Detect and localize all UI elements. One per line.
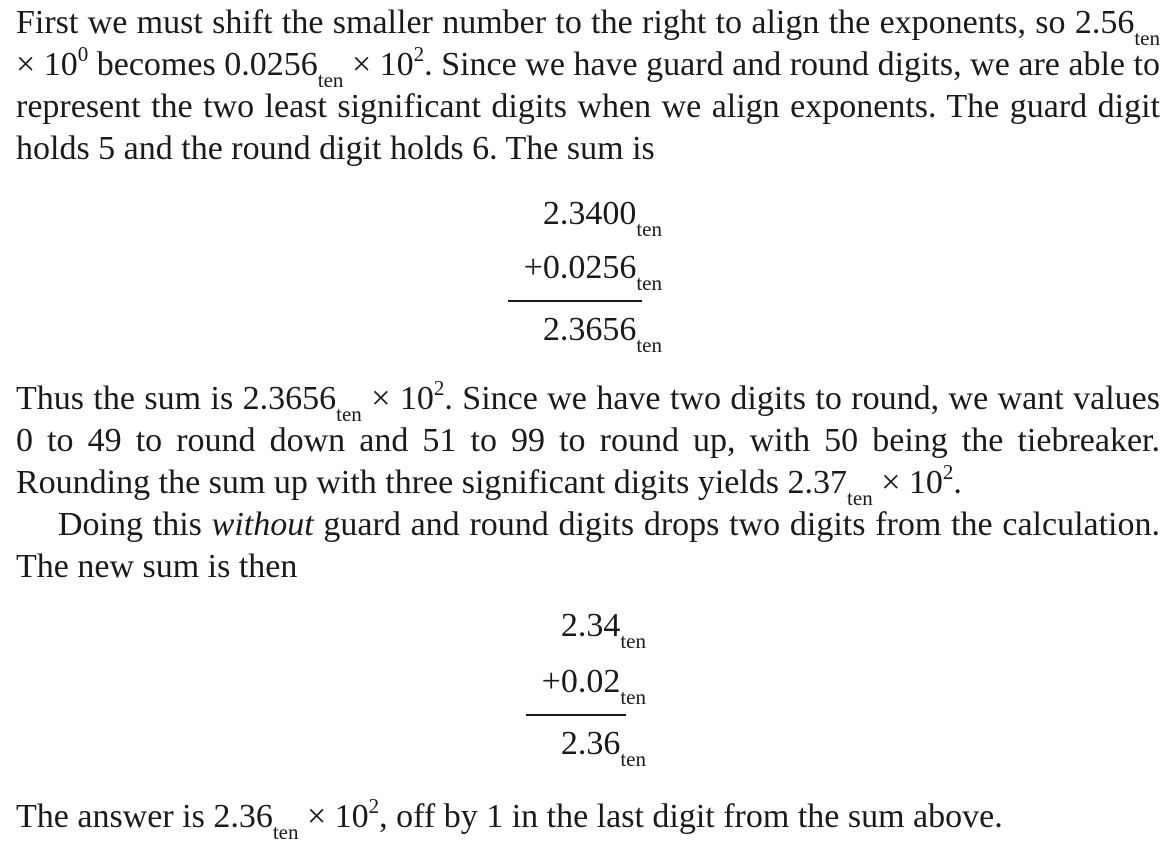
superscript-exponent: 0 [77,42,89,66]
para2-text-3: . Since we have two digits to round, we want values 0 to 49 to round down and 51 to 99 to round up, with 50 being the tiebreaker. Rounding the sum up with three significant digits yields 2.37 [16,380,1160,501]
para3-text-2: guard and round digits drops two digits from the calculation. The new sum is then [16,506,1161,585]
paragraph-rounding [16,376,1160,510]
para2-text-1: Thus the sum is 2.3656 [16,380,337,417]
sum2-result: $2.36_{ten}$ [560,725,646,771]
sum1-addend-1: $2.3400_{ten}$ [542,195,662,241]
subscript-ten: ten [336,402,362,426]
paragraph-align-exponents [16,2,1160,170]
para1-text-3: becomes 0.0256 [88,46,318,83]
superscript-exponent: 2 [942,460,954,484]
superscript-exponent: 2 [413,42,425,66]
sum1-rule [508,300,642,302]
para1-text-4: × 10 [343,46,414,83]
para4-text-1: The answer is 2.36 [16,798,273,835]
sum1-result: $2.3656_{ten}$ [542,311,662,357]
sum2-addend-2: $+0.02_{ten}$ [541,663,646,709]
sum1-addend-2: $+0.0256_{ten}$ [523,249,662,295]
para1-text-5: . Since we have guard and round digits, we are able to represent the two least significant digits when we align exponents. The guard digit holds 5 and the round digit holds 6. The sum is [16,46,1161,167]
superscript-exponent: 2 [368,794,380,818]
para1-text-2: × 10 [16,46,78,83]
para4-text-3: , off by 1 in the last digit from the sum above. [379,798,1003,835]
para2-text-2: × 10 [361,380,434,417]
para3-text-1: Doing this [58,506,212,543]
paragraph-answer [16,794,1160,844]
emphasis-without: without [211,506,314,543]
sum2-addend-1: $2.34_{ten}$ [560,607,646,653]
subscript-ten: ten [847,486,873,510]
para4-text-2: × 10 [298,798,369,835]
para1-text-1: First we must shift the smaller number to the right to align the exponents, so 2.56 [16,4,1135,41]
subscript-ten: ten [272,820,299,844]
superscript-exponent: 2 [433,376,445,400]
sum2-rule [526,714,626,716]
paragraph-without-guard [16,504,1160,588]
para2-text-5: . [953,464,962,501]
subscript-ten: ten [317,68,344,92]
subscript-ten: ten [1134,26,1160,50]
para2-text-4: × 10 [872,464,943,501]
